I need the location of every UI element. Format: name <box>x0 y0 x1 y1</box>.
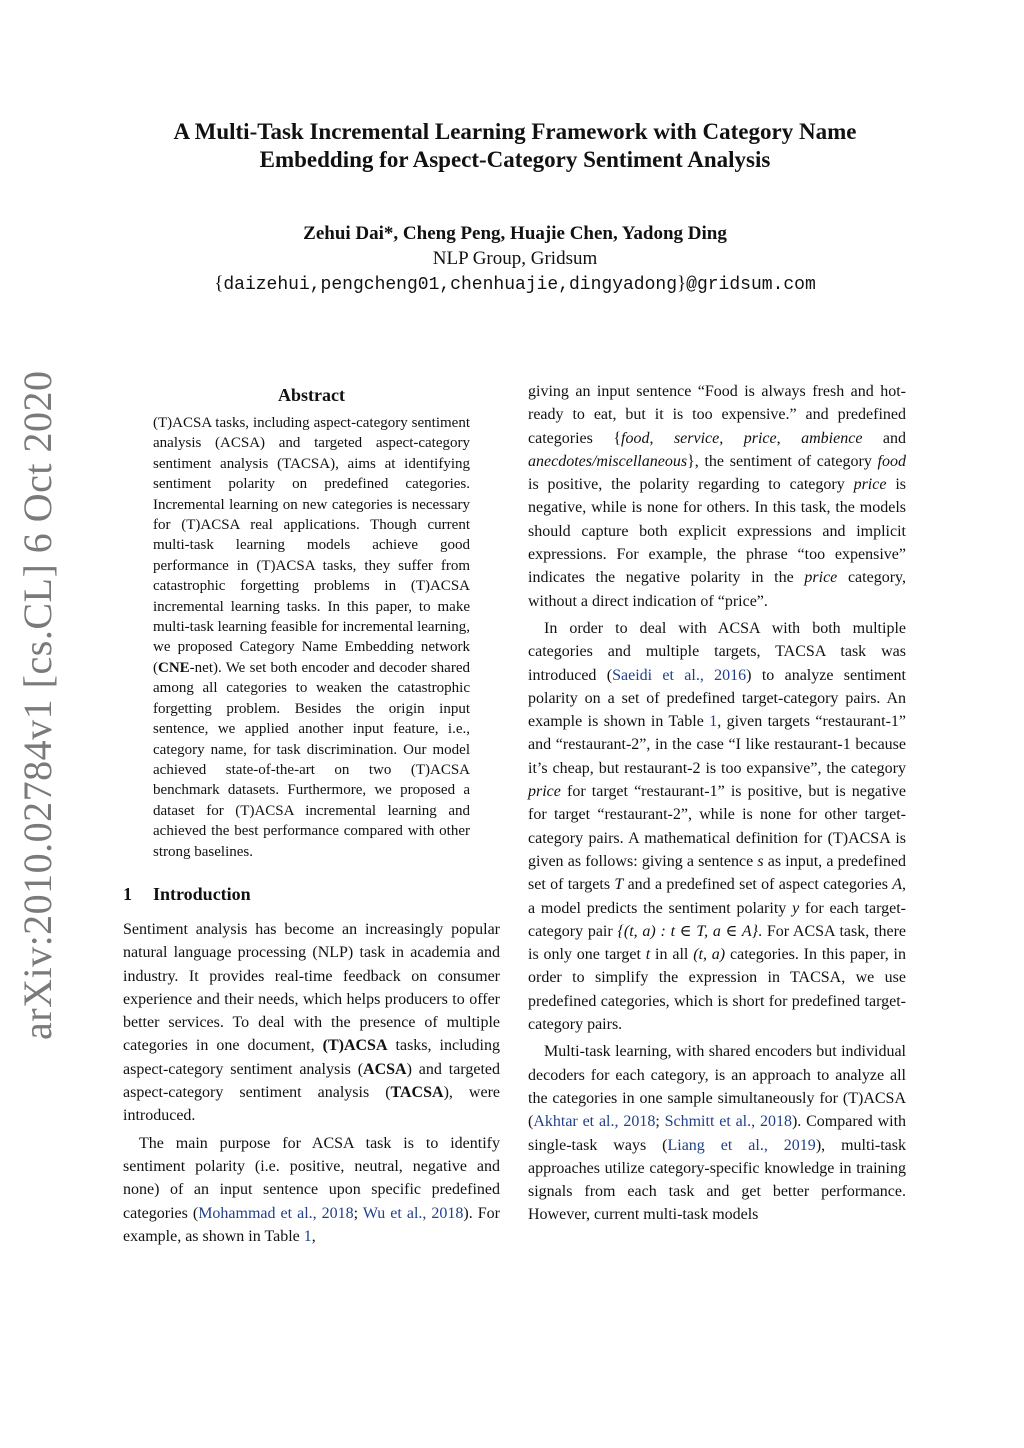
text-span: ; <box>655 1113 665 1131</box>
author-list: Zehui Dai*, Cheng Peng, Huajie Chen, Yadong Ding <box>303 223 727 244</box>
text-span: categories. In this paper, in order to simplify the expression in TACSA, we use predefined categories, which is short for predefined target-category pairs. <box>528 946 907 1034</box>
section-title: Introduction <box>153 883 251 904</box>
table-reference-link[interactable]: 1 <box>303 1227 312 1245</box>
section-heading-introduction <box>123 882 500 906</box>
right-paragraph-3 <box>528 1040 906 1226</box>
citation-link[interactable]: Saeidi et al., 2016 <box>612 666 747 684</box>
text-span: is negative, while is none for others. In this task, the models should capture both explicit expressions and implicit expressions. For example, the phrase “too expensive” indicates the negative polarity in the <box>528 476 906 587</box>
math-symbol: s <box>757 852 764 870</box>
math-expression: {(t, a) : t ∈ T, a ∈ A} <box>617 922 759 940</box>
text-span: ). For example, as shown in Table <box>123 1204 500 1245</box>
text-span: ), multi-task approaches utilize category-specific knowledge in training signals from each task and get better performance. However, current multi-task models <box>528 1136 906 1224</box>
math-expression: (t, a) <box>693 946 726 964</box>
text-span: for each target-category pair <box>528 899 907 940</box>
email-close-brace: } <box>677 273 687 294</box>
left-column <box>123 380 500 1248</box>
text-span: , <box>311 1227 316 1245</box>
email-usernames: daizehui,pengcheng01,chenhuajie,dingyadong <box>223 275 678 295</box>
text-span: , <box>649 429 674 447</box>
italic-term: price <box>804 569 838 587</box>
italic-term: food <box>621 429 650 447</box>
text-span: ) and targeted aspect-category sentiment analysis ( <box>123 1060 500 1102</box>
email-domain: @gridsum.com <box>686 275 816 295</box>
math-symbol: t <box>645 946 651 964</box>
author-affiliation: NLP Group, Gridsum <box>432 248 598 269</box>
right-paragraph-2 <box>528 617 906 1036</box>
right-paragraph-1 <box>528 380 906 613</box>
text-span: Sentiment analysis has become an increasingly popular natural language processing (NLP) task in academia and industry. It provides real-time feedback on consumer experience and their needs, which helps producers to offer better services. To deal with the presence of multiple categories in one document, <box>123 920 500 1055</box>
italic-term: anecdotes/miscellaneous <box>528 452 688 470</box>
title-line-1: A Multi-Task Incremental Learning Framework with Category Name <box>173 119 857 144</box>
text-span: , given targets “restaurant-1” and “restaurant-2”, in the case “I like restaurant-1 because it’s cheap, but restaurant-2 is too expansive”, the category <box>528 713 906 777</box>
intro-paragraph-1 <box>123 918 500 1128</box>
arxiv-identifier-stamp: arXiv:2010.02784v1 [cs.CL] 6 Oct 2020 <box>15 370 60 1040</box>
italic-term: price <box>528 783 561 801</box>
text-span: and <box>862 429 907 447</box>
text-span: and a predefined set of aspect categories <box>623 876 893 894</box>
text-span: ). Compared with single-task ways ( <box>528 1113 907 1154</box>
citation-link[interactable]: Liang et al., 2019 <box>667 1136 816 1154</box>
author-emails <box>100 272 930 297</box>
acsa-bold-term: ACSA <box>363 1060 407 1078</box>
table-reference-link[interactable]: 1 <box>709 713 718 731</box>
citation-link[interactable]: Akhtar et al., 2018 <box>533 1113 656 1131</box>
text-span: , <box>776 429 802 447</box>
abstract-text-1: (T)ACSA tasks, including aspect-category sentiment analysis (ACSA) and targeted aspect-category sentiment analysis (TACSA), aims at identifying sentiment polarity on predefined categories. Incremental learning on new categories is necessary for (T)ACSA real applications. Though current multi-task learning models achieve good performance in (T)ACSA tasks, they suffer from catastrophic forgetting problems in (T)ACSA incremental learning tasks. In this paper, to make multi-task learning feasible for incremental learning, we proposed Category Name Embedding network ( <box>153 415 470 676</box>
text-span: is positive, the polarity regarding to category <box>528 476 854 494</box>
text-span: ), were introduced. <box>123 1084 500 1125</box>
email-open-brace: { <box>214 273 224 294</box>
math-symbol: T <box>614 876 624 894</box>
text-span: Multi-task learning, with shared encoders but individual decoders for each category, is an approach to analyze all the categories in one sample simultaneously for (T)ACSA ( <box>528 1043 906 1131</box>
abstract-body <box>153 413 470 862</box>
text-span: category, without a direct indication of “price”. <box>528 569 906 610</box>
text-span: In order to deal with ACSA with both multiple categories and multiple targets, TACSA task was introduced ( <box>528 619 906 684</box>
intro-paragraph-2 <box>123 1132 500 1248</box>
italic-term: price <box>853 476 887 494</box>
citation-link[interactable]: Wu et al., 2018 <box>362 1204 464 1222</box>
italic-term: ambience <box>801 429 863 447</box>
right-column <box>528 380 906 1227</box>
italic-term: food <box>877 452 906 470</box>
text-span: ; <box>353 1204 363 1222</box>
math-symbol: y <box>792 899 800 917</box>
paper-title <box>120 118 910 174</box>
text-span: }, the sentiment of category <box>687 452 878 470</box>
math-symbol: A <box>892 876 902 894</box>
text-span: giving an input sentence “Food is always fresh and hot-ready to eat, but it is too expensive.” and predefined categories { <box>528 383 906 447</box>
text-span: The main purpose for ACSA task is to identify sentiment polarity (i.e. positive, neutral, negative and none) of an input sentence upon specific predefined categories ( <box>123 1134 500 1222</box>
abstract-cne-bold: CNE <box>158 659 190 676</box>
citation-link[interactable]: Schmitt et al., 2018 <box>664 1113 792 1131</box>
text-span: , a model predicts the sentiment polarity <box>528 876 906 917</box>
tacsa-bold-term: TACSA <box>390 1084 444 1102</box>
section-number: 1 <box>123 883 132 904</box>
text-span: . For ACSA task, there is only one target <box>528 922 906 964</box>
title-line-2: Embedding for Aspect-Category Sentiment Analysis <box>259 147 771 172</box>
text-span: in all <box>650 946 694 964</box>
text-span: as input, a predefined set of targets <box>528 852 906 894</box>
tacsa-bold-term: (T)ACSA <box>322 1037 388 1055</box>
text-span: ) to analyze sentiment polarity on a set of predefined target-category pairs. An example is shown in Table <box>528 666 906 731</box>
text-span: for target “restaurant-1” is positive, but is negative for target “restaurant-2”, while is none for other target-category pairs. A mathematical definition for (T)ACSA is given as follows: giving a sentence <box>528 783 906 870</box>
abstract-heading: Abstract <box>278 385 345 405</box>
abstract-text-2: -net). We set both encoder and decoder shared among all categories to weaken the catastrophic forgetting problem. Besides the origin input sentence, we applied another input feature, i.e., category name, for task discrimination. Our model achieved state-of-the-art on two (T)ACSA benchmark datasets. Furthermore, we proposed a dataset for (T)ACSA incremental learning and achieved the best performance compared with other strong baselines. <box>153 659 470 860</box>
citation-link[interactable]: Mohammad et al., 2018 <box>198 1204 354 1222</box>
text-span: tasks, including aspect-category sentiment analysis ( <box>123 1037 500 1078</box>
italic-term: service, price <box>673 429 777 447</box>
